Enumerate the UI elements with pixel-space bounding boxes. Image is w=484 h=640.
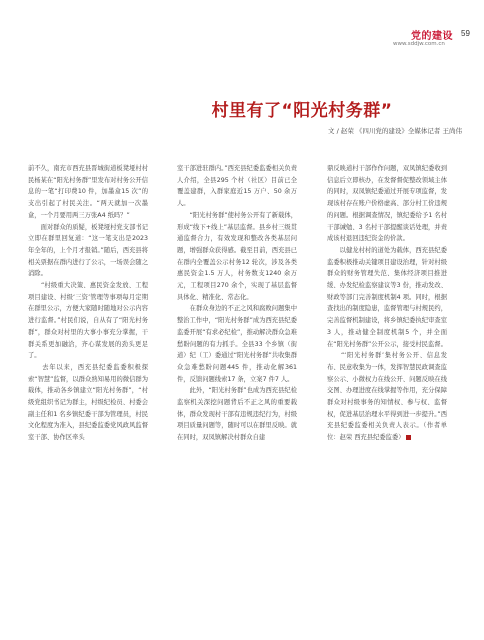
end-mark-icon <box>406 435 411 440</box>
logo-text: 党的建设 <box>411 31 453 42</box>
paragraph: 鼎反映道村干部作作问题，双凤镇纪委收到信息后立即核办，在发督督促整改领域主体的同时，双凤镇纪委通过开展专项监督，发现该村存在账户价格虚高、部分村工价违规的问题。根据调查情况，镇纪委给予1 名村干部诫勉、3 名村干部提醒谈话处理，并责成该村退回违纪资金的价款。 <box>327 165 447 243</box>
paragraph: 前不久，南充市西充县晋城街道板凳垭村村民杨某在“阳光村务群”里发布对村务公开信息的一笔“打印费10 件，加墨盒15 次”的支出引起了村民关注。“两天就加一次墨盒，一个月要用两三万张A4 纸吗？” <box>28 165 148 219</box>
paragraph: 去年以来，西充县纪委监委积极探索“智慧”监督，以群众熟知易用的微信群为载体，推动各乡镇建立“阳光村务群”，“村级党组织书记为群主，村级纪检员、村委会副主任和1 名乡镇纪委干部为管理员，村民文化程度为准入，县纪委监委党风政风监督室干部、协作区牵头 <box>28 363 148 442</box>
article-column-1 <box>28 163 148 444</box>
paragraph: 在群众身边的不正之风和腐败问题集中整治工作中，“阳光村务群”成为西充县纪委监委开展“有求必纪检”，推动解决群众急难愁盼问题的有力抓手。全县33 个乡镇（街道）纪（工）委通过“阳光村务群”共收集群众急难愁盼问题445 件，推动化解361 件，反馈问题线索17 条，立案7 件7 人。 <box>177 305 297 383</box>
article-column-3 <box>327 163 447 444</box>
article-byline: 文 / 赵荣 《四川党的建设》全媒体记者 王尚伟 <box>328 127 462 135</box>
paragraph: 室干部进驻群内。”西充县纪委监委相关负责人介绍，全县295 个村（社区）目前已全覆盖建群，入群家庭近15 万户、50 余万人。 <box>177 165 297 208</box>
paragraph: 以健龙村村的道处为载体，西充县纪委监委积极推动关键项目建设治理，针对村级群众的财务管理失范、集体经济项目推进缓、办发纪检监察建议等3 份，推动发改、财政等部门完善制度机制4 项。同时，根据查找出的制度隐患，监督管理与村规民约，完善监督机制建设，将乡镇纪委执纪审查室3 人，推动健全制度机制5 个，并全面在“阳光村务群”公开公示，接受村民监督。 <box>327 246 447 348</box>
magazine-logo <box>385 27 471 51</box>
paragraph: 面对群众的质疑，板凳垭村党支部书记立即在群里回复道：“这一笔支出是2023 年全年的，上个月才报销。”随后，西充县将相关票据在群内进行了公示，一场误会随之消除。 <box>28 223 148 278</box>
paragraph: 此外，“阳光村务群”也成为西充县纪检监察机关深挖问题背后不正之风的重要载体，群众发现村干部有违规违纪行为，村级项目质量问题等，随时可以在群里反映。就在同时，双凤镇解决村群众自建 <box>177 387 297 442</box>
logo-url: www.sddjw.com.cn <box>393 41 445 47</box>
article-column-2 <box>177 163 297 444</box>
article-title: 村里有了“阳光村务群” <box>211 101 393 121</box>
page-number: 59 <box>461 29 470 38</box>
paragraph: “村级重大决策、惠民资金发放、工程项目建设、村级‘三资’管理等事项每月定期在群里公示，方便大家随时随地对公示内容进行监督。”村民们说，自从有了“阳光村务群”，群众对村里的大事小事充分掌握，干群关系更加融洽，齐心谋发展的劲头更足了。 <box>28 282 148 360</box>
paragraph: “‘阳光村务群’集村务公开、信息发布、民意收集为一体，发挥智慧民政调查监察公示、小微权力在线公开、问题反映在线交图、办理进度在线掌握等作用，充分保障群众对村级事务的知情权、参与权、监督权，促进基层治理水平得到进一步提升。”西充县纪委监委相关负责人表示。（作者单位：赵荣 西充县纪委监委） <box>327 352 447 442</box>
paragraph: “阳光村务群”使村务公开有了新载体，形成“线下+线上”基层监督。县乡村三级贯通监督合力，有效发现和整改各类基层问题，增强群众获得感。截至目前，西充县已在群内全覆盖公示村务12 轮次，涉及各类惠民资金1.5 万人，村务数支1240 余万元，工程项目270 余个，实现了基层监督具体化、精准化、常态化。 <box>177 211 297 301</box>
